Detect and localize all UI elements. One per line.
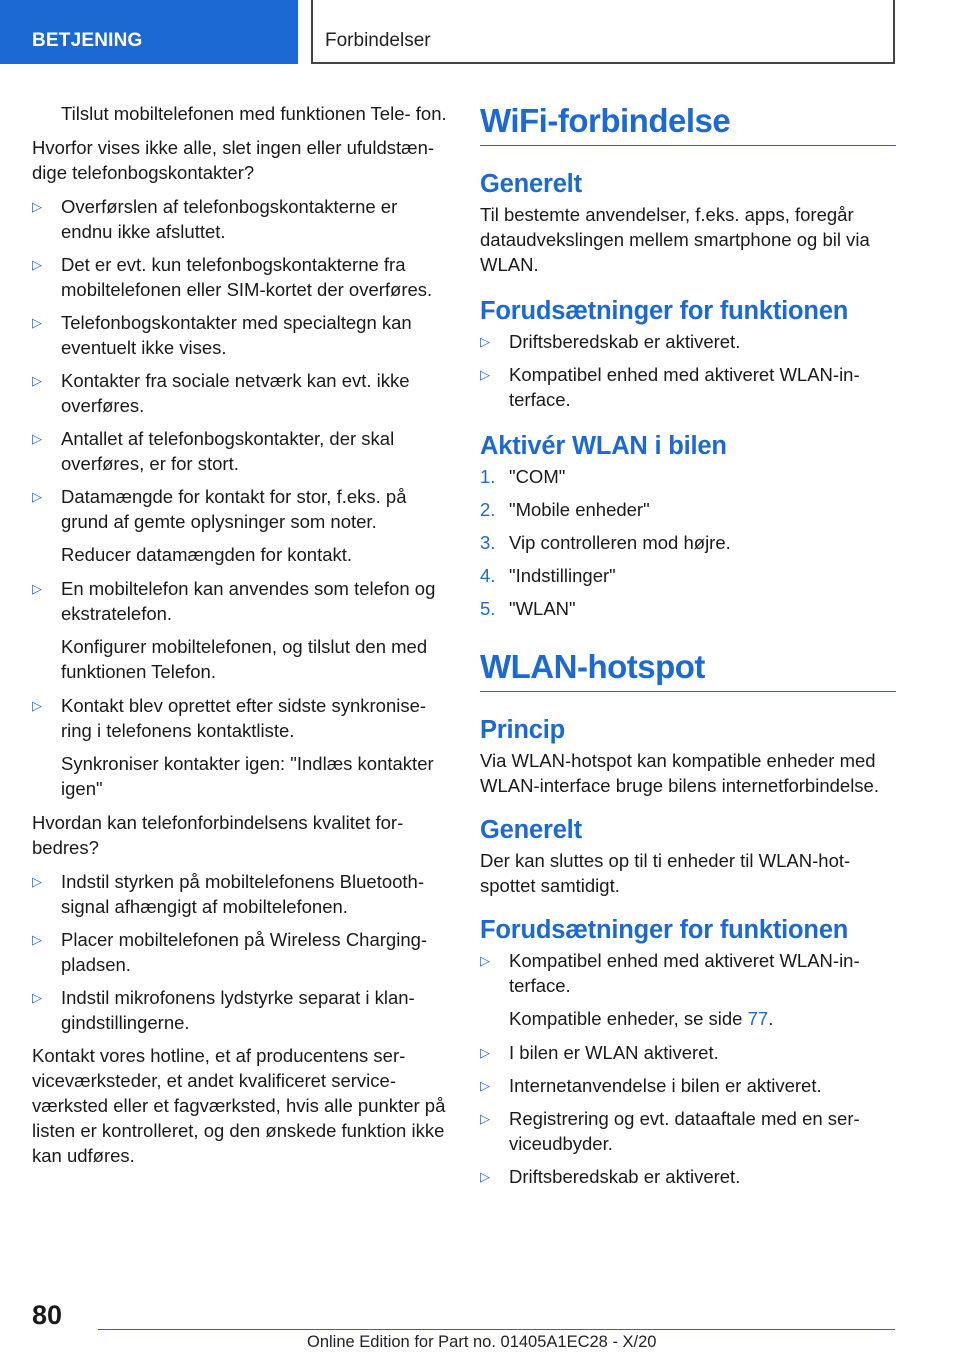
triangle-bullet-icon: ▷	[480, 953, 490, 968]
list-item-note: Synkroniser kontakter igen: "Indlæs kontakter igen"	[61, 753, 434, 799]
list-item: ▷ Internetanvendelse i bilen er aktiveret.	[480, 1075, 822, 1096]
list-item: ▷ Kompatibel enhed med aktiveret WLAN-in- terface.	[480, 364, 860, 410]
hotspot-general-text: Der kan sluttes op til ti enheder til WLAN-hot- spottet samtidigt.	[480, 850, 851, 896]
hotspot-principle-text: Via WLAN-hotspot kan kompatible enheder med WLAN-interface bruge bilens internetforbindelse.	[480, 750, 879, 796]
list-item: ▷ Kontakter fra sociale netværk kan evt. ikke overføres.	[32, 370, 410, 416]
hotspot-requirements-heading: Forudsætninger for funktionen	[480, 916, 849, 944]
right-column	[480, 101, 896, 1197]
list-item: ▷ I bilen er WLAN aktiveret.	[480, 1042, 719, 1063]
list-item: ▷ Kompatibel enhed med aktiveret WLAN-in- terface.	[480, 950, 860, 996]
triangle-bullet-icon: ▷	[480, 1045, 490, 1060]
step-item: 5. "WLAN"	[480, 598, 576, 619]
chapter-title: Forbindelser	[325, 30, 431, 51]
activate-wlan-heading: Aktivér WLAN i bilen	[480, 432, 727, 460]
triangle-bullet-icon: ▷	[480, 1111, 490, 1126]
triangle-bullet-icon: ▷	[32, 874, 42, 889]
list-item: ▷ Telefonbogskontakter med specialtegn kan eventuelt ikke vises.	[32, 312, 412, 358]
page-number: 80	[32, 1300, 63, 1330]
list-item: ▷ Indstil mikrofonens lydstyrke separat i klan- gindstillingerne.	[32, 987, 415, 1033]
triangle-bullet-icon: ▷	[480, 367, 490, 382]
step-number: 2.	[480, 499, 496, 520]
header-section-tab	[0, 0, 298, 64]
list-item: ▷ Driftsberedskab er aktiveret.	[480, 331, 741, 352]
step-number: 1.	[480, 466, 496, 487]
triangle-bullet-icon: ▷	[32, 581, 42, 596]
list-item: ▷ Antallet af telefonbogskontakter, der skal overføres, er for stort.	[32, 428, 395, 474]
list-item: ▷ Driftsberedskab er aktiveret.	[480, 1166, 741, 1187]
list-item: ▷ Datamængde for kontakt for stor, f.eks. på grund af gemte oplysninger som noter.	[32, 486, 407, 532]
triangle-bullet-icon: ▷	[32, 431, 42, 446]
step-number: 4.	[480, 565, 496, 586]
step-item: 1. "COM"	[480, 466, 566, 487]
triangle-bullet-icon: ▷	[32, 990, 42, 1005]
step-item: 3. Vip controlleren mod højre.	[480, 532, 731, 553]
step-item: 2. "Mobile enheder"	[480, 499, 650, 520]
list-item: ▷ Kontakt blev oprettet efter sidste synkronise- ring i telefonens kontaktliste.	[32, 695, 427, 741]
triangle-bullet-icon: ▷	[32, 315, 42, 330]
triangle-bullet-icon: ▷	[480, 1169, 490, 1184]
triangle-bullet-icon: ▷	[480, 1078, 490, 1093]
question-quality: Hvordan kan telefonforbindelsens kvalitet for- bedres?	[32, 812, 404, 858]
left-column	[32, 101, 450, 1177]
triangle-bullet-icon: ▷	[32, 257, 42, 272]
triangle-bullet-icon: ▷	[32, 373, 42, 388]
page-reference-link[interactable]: 77	[747, 1008, 769, 1029]
triangle-bullet-icon: ▷	[32, 199, 42, 214]
list-item: ▷ Overførslen af telefonbogskontakterne er endnu ikke afsluttet.	[32, 196, 398, 242]
section-label: BETJENING	[32, 30, 143, 51]
step-item: 4. "Indstillinger"	[480, 565, 616, 586]
triangle-bullet-icon: ▷	[480, 334, 490, 349]
list-item: ▷ En mobiltelefon kan anvendes som telefon og ekstratelefon.	[32, 578, 436, 624]
triangle-bullet-icon: ▷	[32, 932, 42, 947]
wifi-requirements-heading: Forudsætninger for funktionen	[480, 297, 849, 325]
footer-edition-text: Online Edition for Part no. 01405A1EC28 - X/20	[307, 1333, 657, 1351]
step-number: 5.	[480, 598, 496, 619]
list-item: ▷ Det er evt. kun telefonbogskontakterne fra mobiltelefonen eller SIM-kortet der overføres.	[32, 254, 433, 300]
hotspot-general-heading: Generelt	[480, 816, 582, 844]
step-number: 3.	[480, 532, 496, 553]
closing-paragraph: Kontakt vores hotline, et af producentens ser- viceværksteder, et andet kvalificeret service- værksted eller et fagværksted, hvis alle punkter på listen er kontrolleret, og den ønskede funktion ikke kan udføres.	[32, 1045, 446, 1166]
list-item-note: Reducer datamængden for kontakt.	[61, 544, 353, 565]
hotspot-title: WLAN-hotspot	[480, 647, 896, 692]
list-item: ▷ Registrering og evt. dataaftale med en ser- viceudbyder.	[480, 1108, 860, 1154]
question-contacts: Hvorfor vises ikke alle, slet ingen eller ufuldstæn- dige telefonbogskontakter?	[32, 137, 435, 183]
wifi-general-text: Til bestemte anvendelser, f.eks. apps, foregår dataudvekslingen mellem smartphone og bil via WLAN.	[480, 204, 870, 275]
footer-divider	[98, 1329, 895, 1330]
list-item: ▷ Placer mobiltelefonen på Wireless Charging- pladsen.	[32, 929, 428, 975]
wifi-general-heading: Generelt	[480, 170, 582, 198]
list-item: ▷ Indstil styrken på mobiltelefonens Bluetooth- signal afhængigt af mobiltelefonen.	[32, 871, 425, 917]
header-chapter-box	[311, 0, 895, 64]
wifi-title: WiFi-forbindelse	[480, 101, 896, 146]
triangle-bullet-icon: ▷	[32, 489, 42, 504]
list-item-note: Kompatible enheder, se side 77.	[509, 1008, 774, 1029]
intro-paragraph: Tilslut mobiltelefonen med funktionen Tele- fon.	[61, 103, 447, 124]
triangle-bullet-icon: ▷	[32, 698, 42, 713]
hotspot-principle-heading: Princip	[480, 716, 566, 744]
list-item-note: Konfigurer mobiltelefonen, og tilslut den med funktionen Telefon.	[61, 636, 428, 682]
